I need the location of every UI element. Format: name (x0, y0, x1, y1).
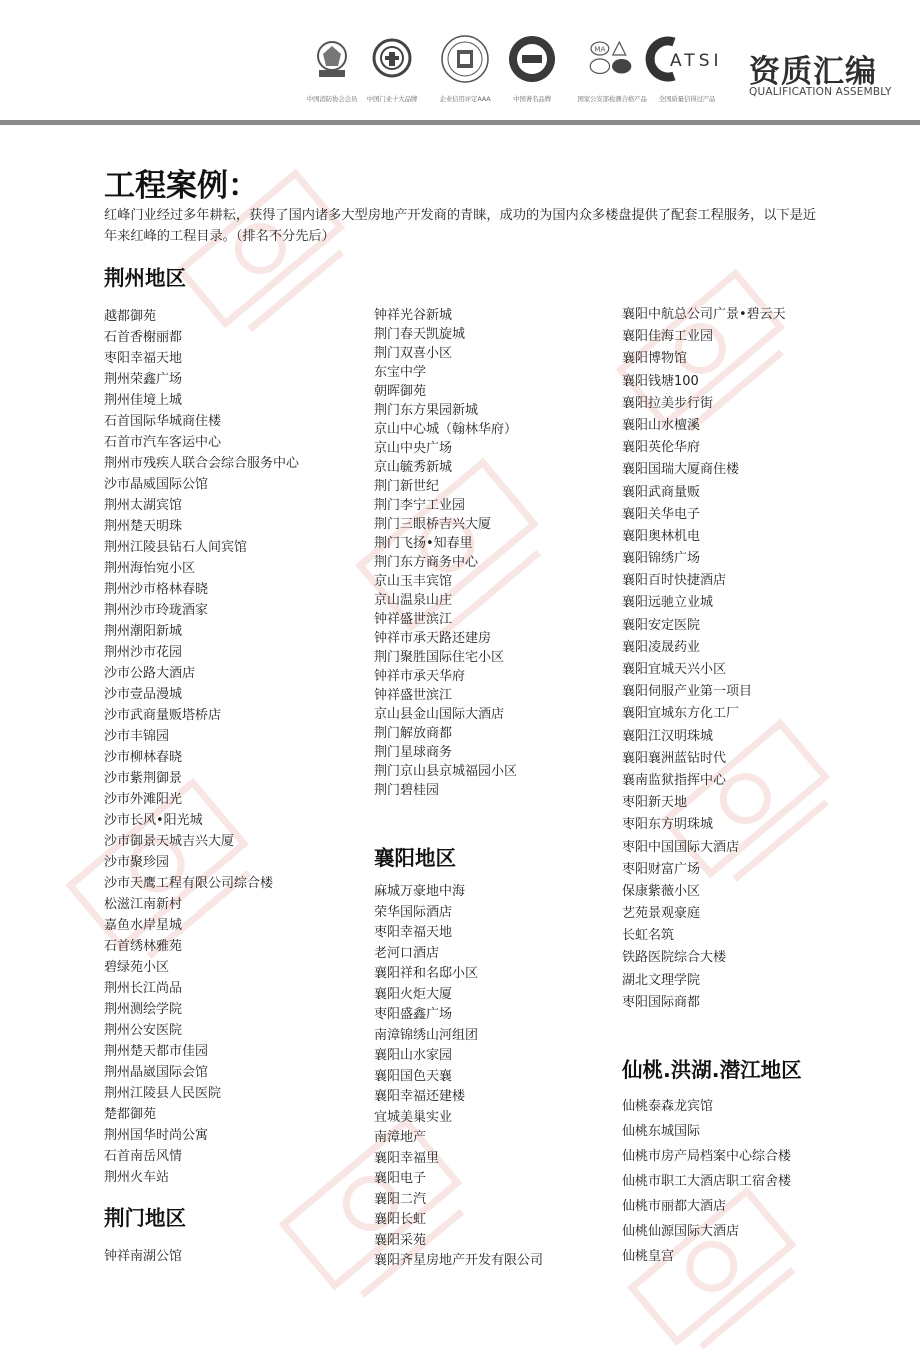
list-item: 荆州沙市花园 (104, 645, 183, 660)
list-item: 沙市聚珍园 (104, 855, 170, 870)
list-item: 襄南监狱指挥中心 (622, 772, 727, 788)
list-item: 枣阳财富广场 (622, 861, 701, 877)
list-item: 襄阳钱塘100 (622, 373, 699, 389)
list-item: 襄阳江汉明珠城 (622, 728, 714, 744)
list-item: 荆州晶崴国际会馆 (104, 1065, 209, 1080)
list-item: 襄阳佳海工业园 (622, 329, 714, 345)
header (0, 0, 920, 122)
list-item: 荆门东方果园新城 (374, 403, 479, 418)
brand-seal-icon (507, 34, 557, 84)
list-item: 沙市紫荆御景 (104, 771, 183, 786)
list-item: 枣阳新天地 (622, 795, 688, 811)
list-item: 襄阳国瑞大厦商住楼 (622, 462, 740, 478)
list-item: 荆州国华时尚公寓 (104, 1128, 209, 1143)
list-item: 荆州江陵县钻石人间宾馆 (104, 540, 248, 555)
list-item: 荆州楚天明珠 (104, 519, 183, 534)
list-item: 荆门解放商都 (374, 726, 453, 741)
list-item: 钟祥南湖公馆 (104, 1249, 183, 1264)
list-item: 沙市外滩阳光 (104, 792, 183, 807)
list-item: 襄阳祥和名邸小区 (374, 966, 479, 981)
region-title-jingzhou: 荆州地区 (104, 266, 186, 290)
list-item: 楚都御苑 (104, 1107, 157, 1122)
project-list-jingmen (104, 1246, 354, 1267)
list-item: 枣阳幸福天地 (374, 925, 453, 940)
list-item: 石首绣林雅苑 (104, 939, 183, 954)
list-item: 沙市御景天城吉兴大厦 (104, 834, 235, 849)
list-item: 荆州佳境上城 (104, 393, 183, 408)
list-item: 枣阳东方明珠城 (622, 817, 714, 833)
list-item: 石首南岳风情 (104, 1149, 183, 1164)
list-item: 仙桃东城国际 (622, 1124, 701, 1139)
list-item: 京山温泉山庄 (374, 593, 453, 608)
list-item: 枣阳幸福天地 (104, 351, 183, 366)
header-divider (0, 120, 920, 125)
list-item: 沙市公路大酒店 (104, 666, 196, 681)
list-item: 荆门飞扬•知春里 (374, 536, 473, 551)
wreath-icon (369, 36, 415, 82)
list-item: 京山中央广场 (374, 441, 453, 456)
list-item: 南漳地产 (374, 1130, 427, 1145)
list-item: 越都御苑 (104, 309, 157, 324)
list-item: 仙桃市房产局档案中心综合楼 (622, 1149, 792, 1164)
list-item: 荆门碧桂园 (374, 783, 440, 798)
list-item: 艺苑景观豪庭 (622, 906, 701, 922)
list-item: 荣华国际酒店 (374, 904, 453, 920)
list-item: 松滋江南新村 (104, 897, 183, 912)
list-item: 荆州测绘学院 (104, 1002, 183, 1017)
list-item: 仙桃市职工大酒店职工宿舍楼 (622, 1174, 792, 1189)
credit-seal-icon (440, 34, 490, 84)
list-item: 襄阳英伦华府 (622, 440, 701, 456)
list-item: 荆州沙市玲珑酒家 (104, 603, 209, 618)
list-item: 襄阳锦绣广场 (622, 551, 701, 567)
list-item: 荆门李宁工业园 (374, 498, 466, 513)
list-item: 仙桃泰森龙宾馆 (622, 1099, 714, 1114)
list-item: 荆门星球商务 (374, 745, 453, 760)
fire-badge-icon (309, 36, 355, 82)
list-item: 枣阳国际商都 (622, 994, 701, 1010)
list-item: 沙市长风•阳光城 (104, 813, 203, 828)
list-item: 襄阳幸福里 (374, 1150, 440, 1166)
list-item: 京山玉丰宾馆 (374, 574, 453, 589)
column-3 (622, 304, 882, 1269)
list-item: 东宝中学 (374, 365, 427, 380)
list-item: 荆州太湖宾馆 (104, 498, 183, 513)
atsi-mark-icon (644, 36, 730, 82)
list-item: 襄阳火炬大厦 (374, 986, 453, 1002)
project-list-xiangyang-cont (622, 304, 882, 1014)
project-list-jingzhou (104, 306, 354, 1188)
list-item: 仙桃市丽都大酒店 (622, 1199, 727, 1214)
list-item: 枣阳盛鑫广场 (374, 1007, 453, 1022)
list-item: 襄阳齐星房地产开发有限公司 (374, 1253, 544, 1268)
famous-brand-logo: 中国著名品牌 (496, 34, 568, 103)
region-title-xiangyang: 襄阳地区 (374, 846, 456, 870)
list-item: 京山中心城（翰林华府） (374, 422, 518, 437)
list-item: 钟祥盛世滨江 (374, 612, 453, 627)
list-item: 荆门双喜小区 (374, 346, 453, 361)
list-item: 襄阳百时快捷酒店 (622, 573, 727, 589)
list-item: 枣阳中国国际大酒店 (622, 839, 740, 855)
list-item: 沙市晶威国际公馆 (104, 477, 209, 492)
list-item: 襄阳拉美步行街 (622, 395, 714, 411)
list-item: 钟祥盛世滨江 (374, 688, 453, 703)
list-item: 襄阳武商量贩 (622, 484, 701, 500)
list-item: 荆门京山县京城福园小区 (374, 764, 518, 779)
list-item: 荆州楚天都市佳园 (104, 1044, 209, 1059)
list-item: 襄阳伺服产业第一项目 (622, 684, 753, 700)
list-item: 荆州公安医院 (104, 1023, 183, 1038)
list-item: 石首市汽车客运中心 (104, 435, 222, 450)
list-item: 荆门新世纪 (374, 479, 440, 494)
top-ten-brand-logo: 中国门业十大品牌 (356, 34, 428, 103)
list-item: 襄阳宜城东方化工厂 (622, 706, 740, 722)
list-item: 保康紫薇小区 (622, 883, 701, 899)
svg-text:ATSI: ATSI (670, 51, 723, 71)
list-item: 襄阳山水家园 (374, 1048, 453, 1063)
list-item: 钟祥光谷新城 (374, 308, 453, 323)
list-item: 荆州海怡宛小区 (104, 561, 196, 576)
project-list-xiangyang (374, 882, 604, 1272)
list-item: 麻城万豪地中海 (374, 884, 466, 899)
list-item: 仙桃仙源国际大酒店 (622, 1224, 740, 1239)
atsi-logo: ATSI 全国质量信得过产品 (644, 34, 730, 103)
list-item: 沙市柳林春晓 (104, 750, 183, 765)
qa-title: 资质汇编 (749, 54, 877, 90)
list-item: 襄阳安定医院 (622, 617, 701, 633)
list-item: 荆州火车站 (104, 1170, 170, 1185)
list-item: 襄阳远驰立业城 (622, 595, 714, 611)
list-item: 襄阳襄洲蓝钻时代 (622, 750, 727, 766)
list-item: 荆门东方商务中心 (374, 555, 479, 570)
list-item: 钟祥市承天路还建房 (374, 631, 492, 646)
list-item: 长虹名筑 (622, 928, 675, 944)
list-item: 襄阳凌晟药业 (622, 639, 701, 655)
column-2 (374, 306, 604, 1272)
list-item: 襄阳二汽 (374, 1191, 427, 1207)
credit-rating-logo: 企业信用评定AAA (429, 34, 501, 103)
region-title-jingmen: 荆门地区 (104, 1206, 186, 1230)
list-item: 京山毓秀新城 (374, 460, 453, 475)
list-item: 钟祥市承天华府 (374, 669, 466, 684)
list-item: 京山县金山国际大酒店 (374, 707, 505, 722)
list-item: 荆州沙市格林春晓 (104, 582, 209, 597)
fire-association-logo: 中国消防协会会员 (296, 34, 368, 103)
list-item: 荆州江陵县人民医院 (104, 1086, 222, 1101)
list-item: 荆门春天凯旋城 (374, 327, 466, 342)
list-item: 石首国际华城商住楼 (104, 414, 222, 429)
list-item: 襄阳奥林机电 (622, 528, 701, 544)
project-list-xiantao (622, 1094, 882, 1269)
qa-subtitle: QUALIFICATION ASSEMBLY (749, 86, 892, 98)
list-item: 老河口酒店 (374, 945, 440, 961)
list-item: 南漳锦绣山河组团 (374, 1027, 479, 1043)
list-item: 荆门三眼桥吉兴大厦 (374, 517, 492, 532)
list-item: 襄阳关华电子 (622, 506, 701, 522)
list-item: 荆州潮阳新城 (104, 624, 183, 639)
svg-text:MA: MA (594, 44, 606, 54)
list-item: 仙桃皇宫 (622, 1249, 675, 1264)
column-1 (104, 264, 354, 1267)
certification-logo: MA 国家公安部检测合格产品 (576, 34, 648, 103)
list-item: 襄阳电子 (374, 1171, 427, 1186)
list-item: 荆州荣鑫广场 (104, 372, 183, 387)
list-item: 襄阳博物馆 (622, 351, 688, 367)
list-item: 荆门聚胜国际住宅小区 (374, 650, 505, 665)
list-item: 沙市武商量贩塔桥店 (104, 708, 222, 723)
list-item: 荆州长江尚品 (104, 981, 183, 996)
list-item: 朝晖御苑 (374, 384, 427, 399)
list-item: 襄阳中航总公司广景•碧云天 (622, 307, 786, 322)
list-item: 沙市天鹰工程有限公司综合楼 (104, 876, 274, 891)
region-title-xiantao: 仙桃.洪湖.潜江地区 (622, 1058, 802, 1082)
project-list-jingmen-cont (374, 306, 604, 800)
list-item: 嘉鱼水岸星城 (104, 918, 183, 933)
list-item: 沙市丰锦园 (104, 729, 170, 744)
list-item: 宜城美巢实业 (374, 1109, 453, 1125)
list-item: 碧绿苑小区 (104, 960, 170, 975)
list-item: 襄阳幸福还建楼 (374, 1089, 466, 1104)
list-item: 沙市壹品漫城 (104, 687, 183, 702)
list-item: 石首香榭丽都 (104, 330, 183, 345)
list-item: 铁路医院综合大楼 (622, 950, 727, 966)
page-title: 工程案例： (104, 168, 259, 204)
list-item: 襄阳长虹 (374, 1212, 427, 1227)
list-item: 襄阳国色天襄 (374, 1068, 453, 1084)
list-item: 湖北文理学院 (622, 972, 701, 988)
cma-ca-icon (587, 34, 637, 84)
list-item: 襄阳山水檀溪 (622, 417, 701, 433)
list-item: 荆州市残疾人联合会综合服务中心 (104, 456, 300, 471)
intro-paragraph: 红峰门业经过多年耕耘，获得了国内诸多大型房地产开发商的青睐，成功的为国内众多楼盘提供了配套工程服务，以下是近年来红峰的工程目录。（排名不分先后） (104, 208, 817, 244)
list-item: 襄阳采苑 (374, 1232, 427, 1248)
list-item: 襄阳宜城天兴小区 (622, 662, 727, 677)
